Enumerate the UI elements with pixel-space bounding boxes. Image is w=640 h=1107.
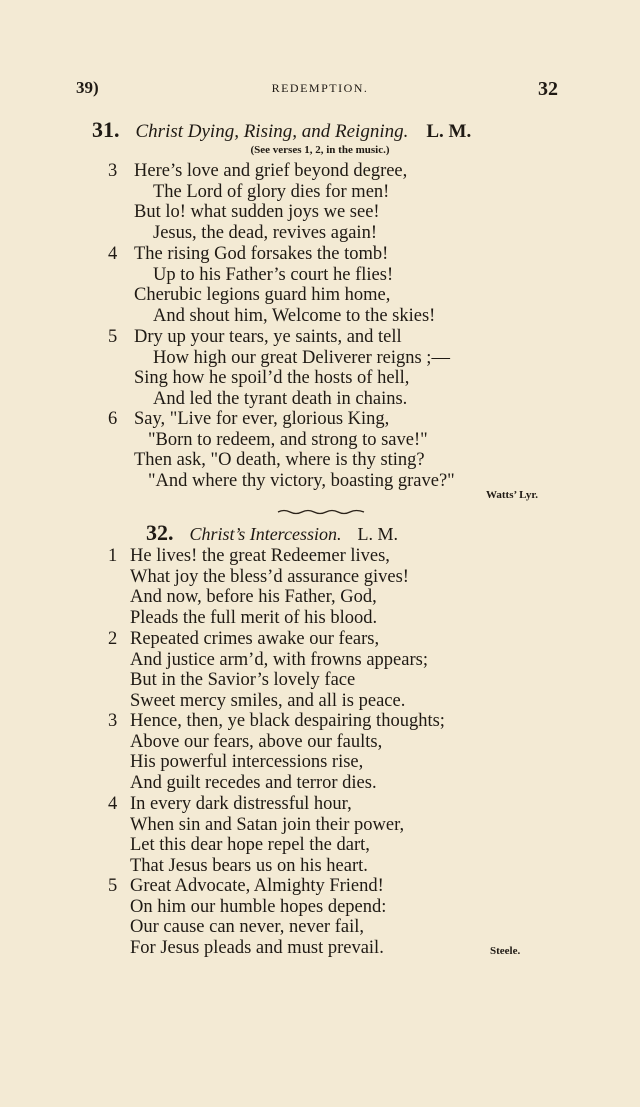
- hymn-31-heading: [92, 117, 471, 143]
- page-header: [0, 78, 640, 102]
- verse-line: Sing how he spoil’d the hosts of hell,: [134, 368, 410, 389]
- verse-line: The Lord of glory dies for men!: [153, 181, 390, 202]
- hymn-31-verse-5: [0, 327, 640, 409]
- verse-line: But in the Savior’s lovely face: [130, 670, 356, 691]
- verse-number: 3: [108, 711, 118, 731]
- verse-line: Our cause can never, never fail,: [130, 917, 364, 938]
- verse-line: What joy the bless’d assurance gives!: [130, 566, 409, 587]
- hymn-31-verse-3: [0, 161, 640, 243]
- verse-line: Then ask, "O death, where is thy sting?: [134, 450, 425, 471]
- music-note: (See verses 1, 2, in the music.): [250, 144, 390, 156]
- verse-line: "Born to redeem, and strong to save!": [148, 429, 428, 450]
- hymn-32-verse-3: [0, 711, 640, 793]
- verse-number: 5: [108, 327, 118, 347]
- hymn-32-heading: [146, 520, 398, 546]
- verse-line: The rising God forsakes the tomb!: [134, 244, 389, 264]
- verse-number: 3: [108, 161, 118, 181]
- verse-line: Pleads the full merit of his blood.: [130, 607, 378, 628]
- verse-line: Hence, then, ye black despairing thoughts;: [130, 711, 445, 731]
- hymn-title: Christ’s Intercession.: [189, 524, 342, 544]
- verse-line: Dry up your tears, ye saints, and tell: [134, 327, 402, 347]
- verse-number: 2: [108, 629, 118, 649]
- verse-number: 1: [108, 546, 118, 566]
- verse-line: Cherubic legions guard him home,: [134, 285, 391, 306]
- verse-number: 6: [108, 409, 118, 429]
- verse-line: Repeated crimes awake our fears,: [130, 629, 380, 649]
- verse-number: 4: [108, 244, 118, 264]
- hymn-title: Christ Dying, Rising, and Reigning.: [135, 121, 409, 142]
- verse-line: Up to his Father’s court he flies!: [153, 264, 394, 285]
- verse-line: In every dark distressful hour,: [130, 794, 352, 814]
- verse-line: Sweet mercy smiles, and all is peace.: [130, 690, 406, 711]
- verse-line: And led the tyrant death in chains.: [153, 388, 408, 409]
- verse-line: His powerful intercessions rise,: [130, 752, 364, 773]
- verse-line: But lo! what sudden joys we see!: [134, 202, 380, 223]
- verse-line: And justice arm’d, with frowns appears;: [130, 649, 428, 670]
- hymn-number: 31.: [92, 117, 120, 142]
- divider-ornament-icon: [276, 508, 366, 516]
- attribution: Steele.: [490, 945, 521, 957]
- hymn-32-verse-4: [0, 794, 640, 876]
- page-number: 32: [538, 78, 558, 100]
- verse-line: When sin and Satan join their power,: [130, 814, 405, 835]
- hymn-meter: L. M.: [426, 121, 472, 142]
- hymn-number: 32.: [146, 520, 174, 545]
- page-reference: 39): [76, 78, 99, 97]
- verse-line: Here’s love and grief beyond degree,: [134, 161, 408, 181]
- verse-line: How high our great Deliverer reigns ;—: [153, 347, 450, 368]
- hymn-31-verse-6: [0, 409, 640, 491]
- verse-number: 4: [108, 794, 118, 814]
- verse-line: And shout him, Welcome to the skies!: [153, 305, 436, 326]
- verse-line: That Jesus bears us on his heart.: [130, 855, 368, 876]
- verse-number: 5: [108, 876, 118, 896]
- verse-line: Jesus, the dead, revives again!: [153, 222, 377, 243]
- verse-line: Above our fears, above our faults,: [130, 731, 383, 752]
- hymn-32-verse-2: [0, 629, 640, 711]
- hymn-32-verse-5: [0, 876, 640, 958]
- verse-line: He lives! the great Redeemer lives,: [130, 546, 390, 566]
- verse-line: And guilt recedes and terror dies.: [130, 772, 377, 793]
- hymn-meter: L. M.: [357, 524, 399, 544]
- verse-line: For Jesus pleads and must prevail.: [130, 937, 384, 958]
- verse-line: On him our humble hopes depend:: [130, 896, 387, 917]
- verse-line: Say, "Live for ever, glorious King,: [134, 409, 390, 429]
- verse-line: And now, before his Father, God,: [130, 587, 377, 608]
- verse-line: Let this dear hope repel the dart,: [130, 835, 370, 856]
- verse-line: "And where thy victory, boasting grave?": [148, 470, 455, 491]
- hymn-32-verse-1: [0, 546, 640, 628]
- hymn-31-verse-4: [0, 244, 640, 326]
- verse-line: Great Advocate, Almighty Friend!: [130, 876, 384, 896]
- running-title: REDEMPTION.: [271, 81, 369, 95]
- attribution: Watts’ Lyr.: [486, 489, 538, 501]
